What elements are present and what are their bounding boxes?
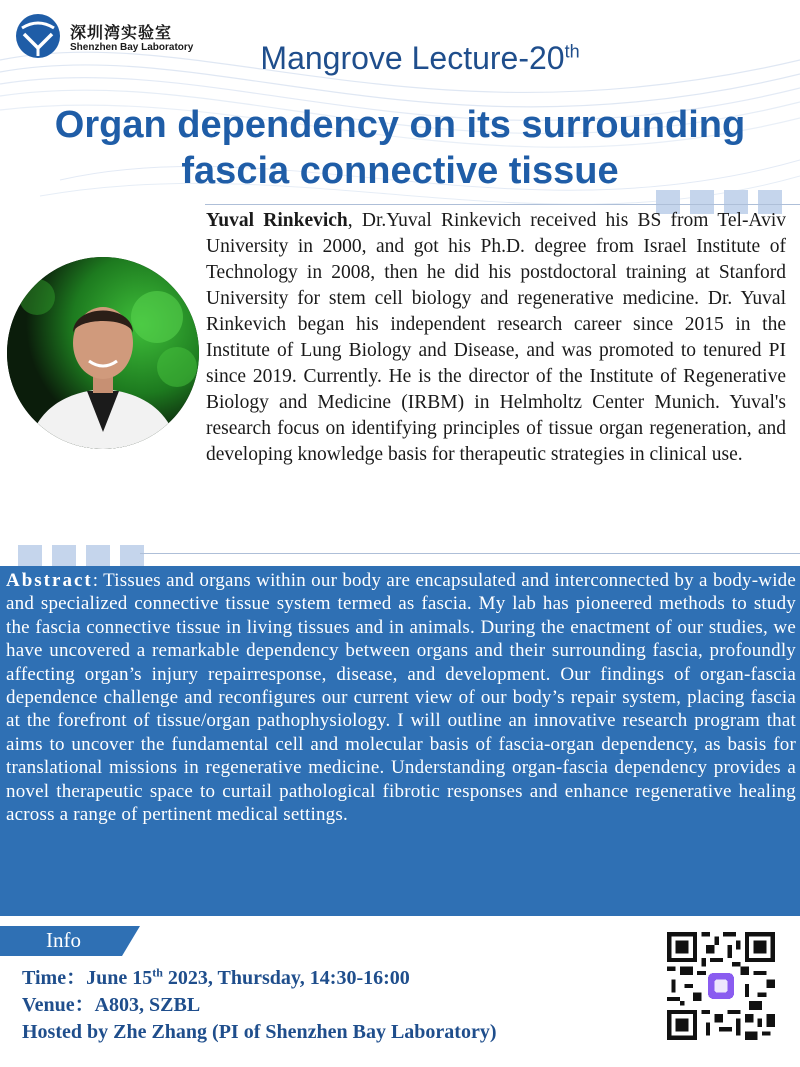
time-suffix: th bbox=[152, 965, 163, 980]
divider-mid bbox=[140, 553, 800, 554]
time-label: Time： bbox=[22, 967, 87, 989]
time-date: June 15 bbox=[86, 967, 153, 989]
info-label: Info bbox=[46, 928, 81, 952]
speaker-name: Yuval Rinkevich bbox=[206, 210, 348, 231]
series-title bbox=[0, 40, 800, 77]
title-line-1: Organ dependency on its surrounding bbox=[54, 104, 746, 146]
abstract-label: Abstract bbox=[6, 570, 93, 591]
logo-name-cn: 深圳湾实验室 bbox=[70, 23, 173, 42]
speaker-photo-icon bbox=[7, 257, 199, 449]
speaker-bio bbox=[206, 208, 786, 468]
title-line-2: fascia connective tissue bbox=[181, 150, 619, 192]
abstract-text: Tissues and organs within our body are encapsulated and interconnected by a body-wide and specialized connective tissue system termed as fascia. My lab has pioneered methods to study the fascia connective tissue in living tissues and in animals. During the enactment of our studies, we have uncovered a remarkable dependency between organs and their surrounding fascia, profoundly affecting organ’s injury repairresponse, disease, and development. Our findings of organ-fascia dependence challenge and reconfigures our current view of our body’s repair system, placing fascia at the forefront of tissue/organ pathophysiology. I will outline an innovative research program that aims to uncover the fundamental cell and molecular basis of fascia-organ dependency, as basis for translational missions in regenerative medicine. Understanding organ-fascia dependency provides a novel therapeutic space to curtail pathological fibrotic responses and enhance regenerative healing across a range of pertinent medical settings. bbox=[6, 570, 796, 826]
abstract-box bbox=[0, 566, 800, 916]
lecture-title bbox=[0, 102, 800, 194]
divider-top bbox=[205, 204, 800, 205]
speaker-bio-text: , Dr.Yuval Rinkevich received his BS from Tel-Aviv University in 2000, and got his Ph.D. degree from Israel Institute of Technology in 2008, then he did his postdoctoral training at Stanford University for stem cell biology and regenerative medicine. Dr. Yuval Rinkevich began his independent research career since 2015 in the Institute of Lung Biology and Disease, and was promoted to tenured PI since 2019. Currently. He is the director of the Institute of Regenerative Biology and Medicine (IRBM) in Helmholtz Center Munich. Yuval's research focus on identifying principles of tissue organ regeneration, and developing knowledge basis for therapeutic strategies in clinical use. bbox=[206, 210, 786, 465]
logo-name-en: Shenzhen Bay Laboratory bbox=[70, 42, 194, 53]
venue-label: Venue： bbox=[22, 994, 95, 1016]
time-row bbox=[22, 965, 497, 992]
host-row: Hosted by Zhe Zhang (PI of Shenzhen Bay Laboratory) bbox=[22, 1021, 497, 1043]
venue-row bbox=[22, 992, 497, 1019]
speaker-portrait bbox=[7, 257, 199, 449]
series-text: Mangrove Lecture-20 bbox=[260, 40, 565, 76]
series-suffix: th bbox=[564, 41, 580, 62]
abstract-separator: : bbox=[92, 570, 104, 591]
time-rest: 2023, Thursday, 14:30-16:00 bbox=[162, 967, 410, 989]
event-details bbox=[22, 965, 497, 1046]
venue-value: A803, SZBL bbox=[94, 994, 201, 1016]
qr-code-icon[interactable] bbox=[667, 932, 775, 1040]
